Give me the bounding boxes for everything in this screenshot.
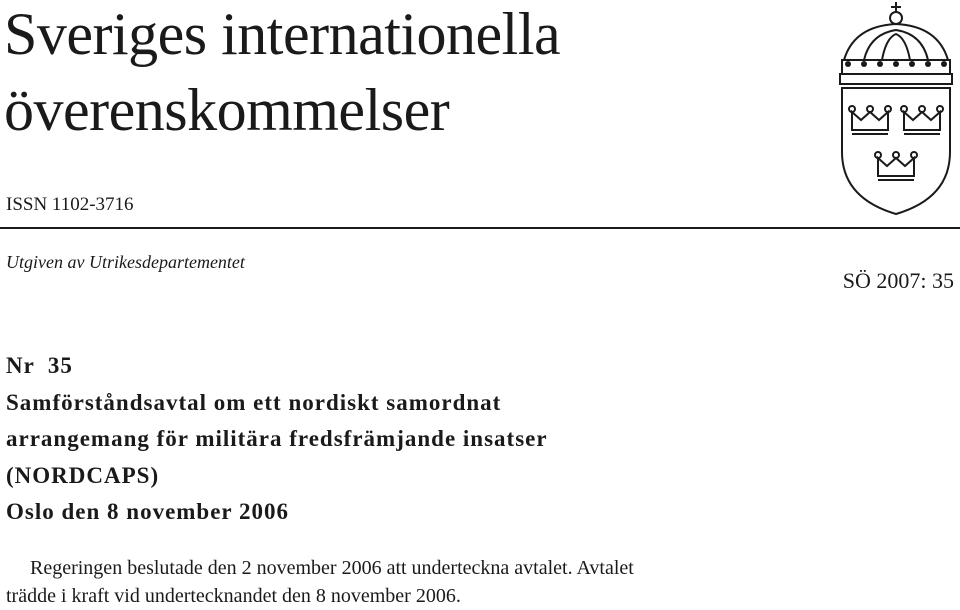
agreement-number: Nr 35 <box>6 353 73 378</box>
body-line-2: trädde i kraft vid undertecknandet den 8 november 2006. <box>6 585 461 607</box>
body-line-1: Regeringen beslutade den 2 november 2006 att underteckna avtalet. Avtalet <box>30 557 634 579</box>
publisher: Utgiven av Utrikesdepartementet <box>6 252 245 272</box>
page-title <box>4 0 560 148</box>
title-line-2: överenskommelser <box>4 77 450 143</box>
issn: ISSN 1102-3716 <box>6 194 134 215</box>
divider <box>0 227 960 229</box>
agreement-heading <box>6 348 548 531</box>
swedish-coat-of-arms-icon <box>834 2 958 216</box>
agreement-place-date: Oslo den 8 november 2006 <box>6 499 289 524</box>
body-paragraph <box>6 554 766 610</box>
agreement-title-line-3: (NORDCAPS) <box>6 462 160 488</box>
title-line-1: Sveriges internationella <box>4 1 561 67</box>
agreement-title-line-1: Samförståndsavtal om ett nordiskt samordnat <box>6 389 502 415</box>
series-number: SÖ 2007: 35 <box>842 268 954 293</box>
agreement-title-line-2: arrangemang för militära fredsfrämjande insatser <box>6 426 548 451</box>
